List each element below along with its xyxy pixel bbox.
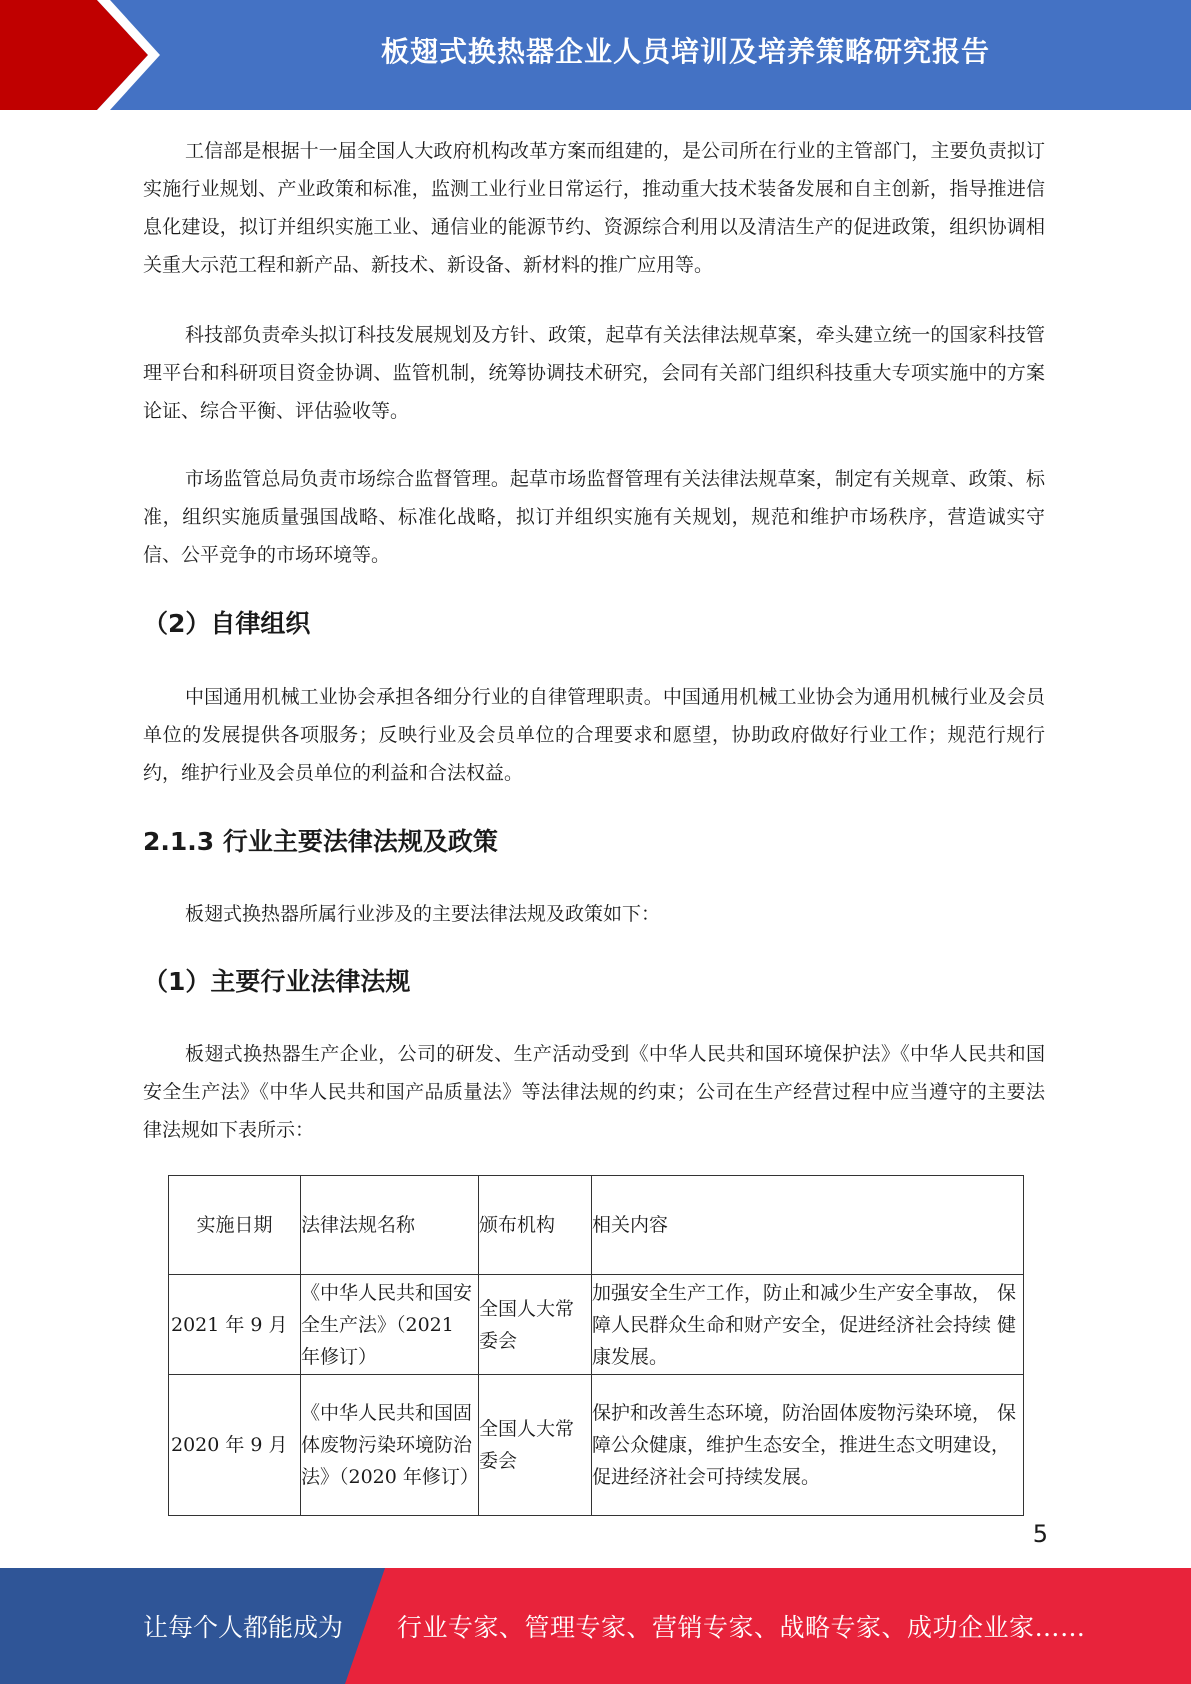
header-agency: 颁布机构 [479, 1176, 592, 1275]
cell-agency: 全国人大常委会 [479, 1375, 592, 1516]
header-date: 实施日期 [169, 1176, 301, 1275]
heading-self-regulation: （2）自律组织 [143, 609, 311, 638]
footer-slogan-left: 让每个人都能成为 [143, 1613, 344, 1642]
paragraph-intro: 板翅式换热器所属行业涉及的主要法律法规及政策如下： [185, 903, 661, 925]
header-content: 相关内容 [592, 1176, 1024, 1275]
table-header-row [169, 1176, 1024, 1275]
page-header [0, 0, 1191, 110]
paragraph-association: 中国通用机械工业协会承担各细分行业的自律管理职责。中国通用机械工业协会为通用机械行业及会员单位的发展提供各项服务；反映行业及会员单位的合理要求和愿望，协助政府做好行业工作；规范行规行约，维护行业及会员单位的利益和合法权益。 [143, 686, 1045, 784]
paragraph-most: 科技部负责牵头拟订科技发展规划及方针、政策，起草有关法律法规草案，牵头建立统一的国家科技管理平台和科研项目资金协调、监管机制，统筹协调技术研究，会同有关部门组织科技重大专项实施中的方案论证、综合平衡、评估验收等。 [143, 324, 1045, 422]
header-law-name: 法律法规名称 [301, 1176, 479, 1275]
table-row [169, 1375, 1024, 1516]
paragraph-laws: 板翅式换热器生产企业，公司的研发、生产活动受到《中华人民共和国环境保护法》《中华人民共和国安全生产法》《中华人民共和国产品质量法》等法律法规的约束；公司在生产经营过程中应当遵守的主要法律法规如下表所示： [143, 1043, 1045, 1141]
paragraph-miit: 工信部是根据十一届全国人大政府机构改革方案而组建的，是公司所在行业的主管部门，主要负责拟订实施行业规划、产业政策和标准，监测工业行业日常运行，推动重大技术装备发展和自主创新，指导推进信息化建设，拟订并组织实施工业、通信业的能源节约、资源综合利用以及清洁生产的促进政策，组织协调相关重大示范工程和新产品、新技术、新设备、新材料的推广应用等。 [143, 140, 1045, 276]
cell-date: 2021 年 9 月 [169, 1275, 301, 1375]
cell-agency: 全国人大常委会 [479, 1275, 592, 1375]
page-number: 5 [1032, 1520, 1048, 1548]
document-title: 板翅式换热器企业人员培训及培养策略研究报告 [380, 35, 990, 68]
paragraph-samr: 市场监管总局负责市场综合监督管理。起草市场监督管理有关法律法规草案，制定有关规章、政策、标准，组织实施质量强国战略、标准化战略，拟订并组织实施有关规划，规范和维护市场秩序，营造诚实守信、公平竞争的市场环境等。 [143, 468, 1045, 566]
footer-slogan-right: 行业专家、管理专家、营销专家、战略专家、成功企业家…… [397, 1613, 1086, 1642]
heading-main-laws: （1）主要行业法律法规 [143, 967, 411, 996]
cell-law-name: 《中华人民共和国固体废物污染环境防治法》（2020 年修订） [301, 1375, 479, 1516]
laws-table [168, 1175, 1024, 1516]
cell-law-name: 《中华人民共和国安全生产法》（2021 年修订） [301, 1275, 479, 1375]
cell-content: 加强安全生产工作，防止和减少生产安全事故， 保障人民群众生命和财产安全，促进经济社会持续 健康发展。 [592, 1275, 1024, 1375]
cell-content: 保护和改善生态环境，防治固体废物污染环境， 保障公众健康，维护生态安全，推进生态文明建设， 促进经济社会可持续发展。 [592, 1375, 1024, 1516]
heading-section-2-1-3: 2.1.3 行业主要法律法规及政策 [143, 827, 498, 856]
cell-date: 2020 年 9 月 [169, 1375, 301, 1516]
table-row [169, 1275, 1024, 1375]
page-footer [0, 1568, 1191, 1684]
